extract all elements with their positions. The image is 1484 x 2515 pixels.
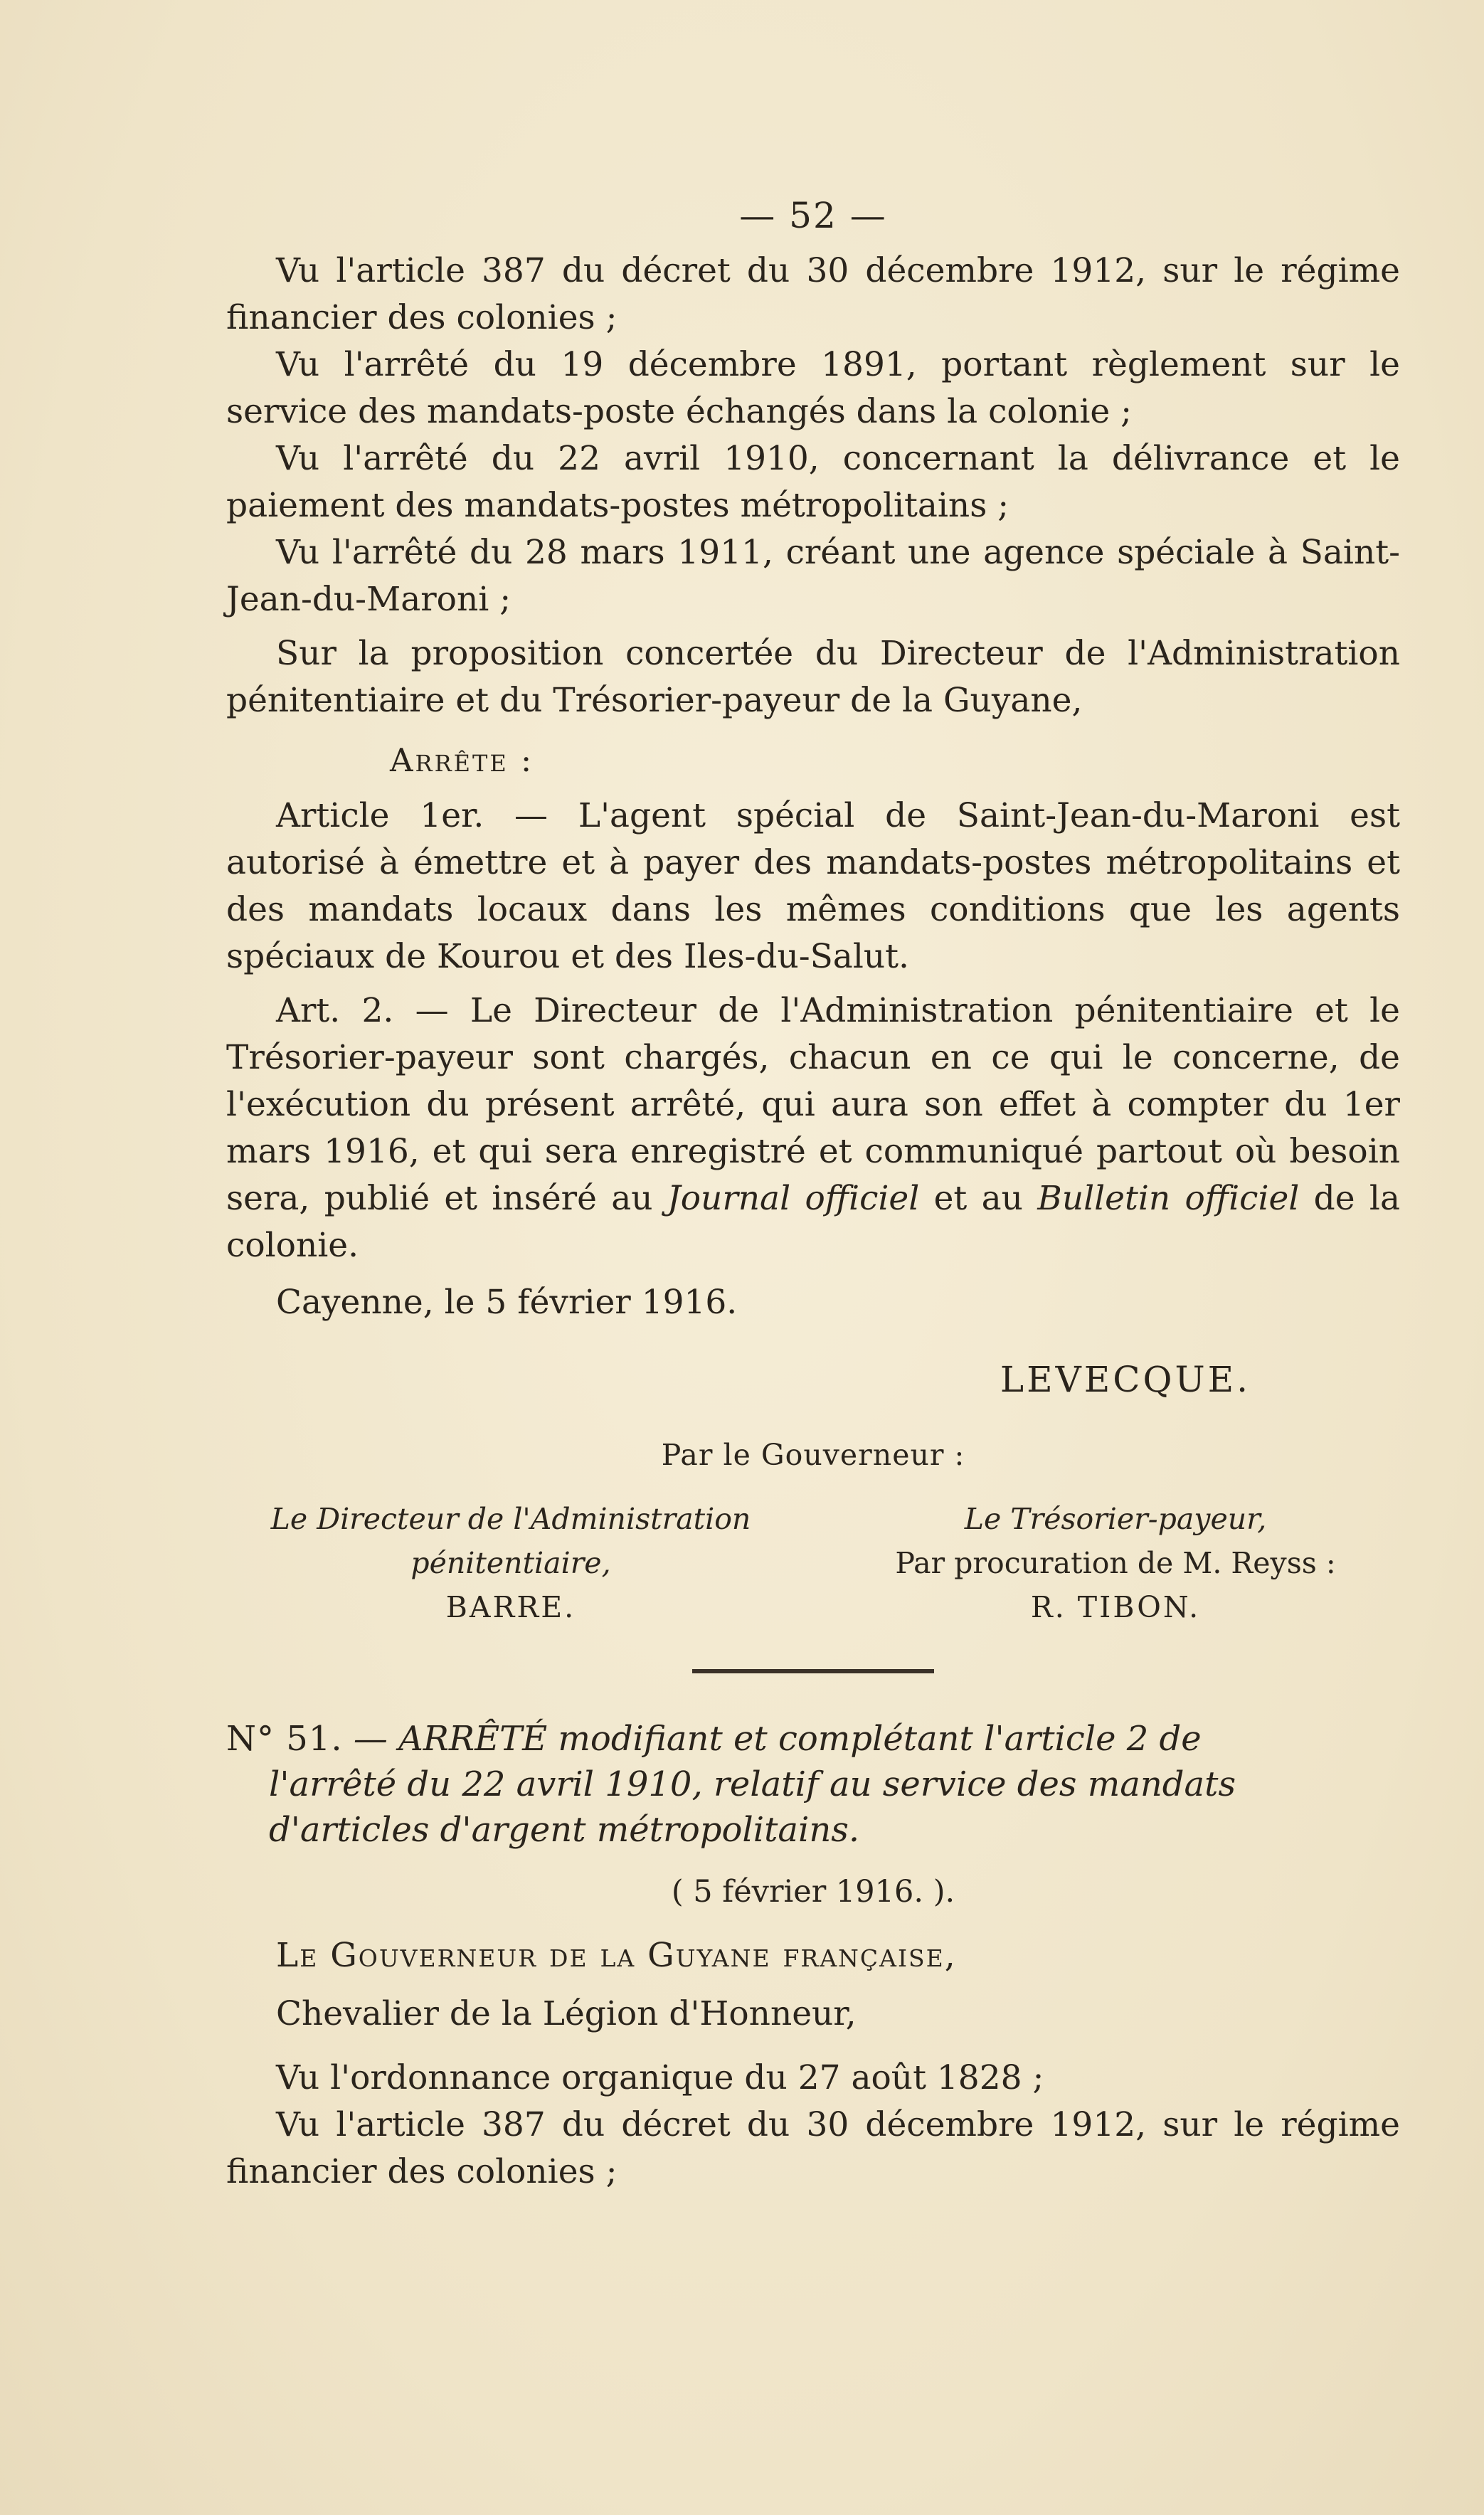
governor-intro: Le Gouverneur de la Guyane française, <box>276 1936 957 1975</box>
signatory-directeur-name: BARRE. <box>445 1590 576 1624</box>
signatory-tresorier <box>831 1497 1400 1629</box>
governor-signature: LEVECQUE. <box>1000 1359 1251 1400</box>
signatory-tresorier-title: Le Trésorier-payeur, <box>964 1502 1267 1536</box>
arrete-label: Arrête : <box>390 741 534 779</box>
paragraph-vu-arrete-1911: Vu l'arrêté du 28 mars 1911, créant une agence spéciale à Saint-Jean-du-Maroni ; <box>226 533 1400 619</box>
act-title-line-3: d'articles d'argent métropolitains. <box>269 1810 860 1850</box>
signatory-tresorier-procuration: Par procuration de M. Reyss : <box>895 1546 1336 1580</box>
act-title-line-1: — ARRÊTÉ modifiant et complétant l'article 2 de <box>353 1719 1202 1759</box>
article-1: Article 1er. — L'agent spécial de Saint-Jean-du-Maroni est autorisé à émettre et à payer des mandats-postes métropolitains et des mandats locaux dans les mêmes conditions que les agents spéciaux de Kourou et des Iles-du-Salut. <box>226 796 1400 976</box>
par-le-gouverneur: Par le Gouverneur : <box>661 1438 965 1472</box>
paragraph-vu-article-387: Vu l'article 387 du décret du 30 décembre 1912, sur le régime financier des colonies ; <box>226 251 1400 337</box>
page-content <box>226 192 1400 2196</box>
journal-officiel: Journal officiel <box>667 1179 920 1218</box>
paragraph-vu-ordonnance: Vu l'ordonnance organique du 27 août 1828 ; <box>276 2058 1044 2097</box>
act-number: N° 51. <box>226 1719 343 1759</box>
paragraph-sur-la-proposition: Sur la proposition concertée du Directeur de l'Administration pénitentiaire et du Trésorier-payeur de la Guyane, <box>226 634 1400 720</box>
place-date: Cayenne, le 5 février 1916. <box>276 1283 738 1322</box>
paragraph-vu-arrete-1891: Vu l'arrêté du 19 décembre 1891, portant règlement sur le service des mandats-poste échangés dans la colonie ; <box>226 345 1400 431</box>
article-2-end: de la colonie. <box>226 1179 1400 1265</box>
article-2 <box>226 988 1400 1269</box>
signatory-tresorier-name: R. TIBON. <box>1030 1590 1201 1624</box>
article-2-middle: et au <box>919 1179 1038 1218</box>
page-number: — 52 — <box>739 195 887 236</box>
section-divider <box>692 1669 934 1673</box>
signatories <box>226 1497 1400 1629</box>
signatory-directeur-title-2: pénitentiaire, <box>410 1546 611 1580</box>
signatory-directeur-title: Le Directeur de l'Administration <box>270 1502 751 1536</box>
act-date: ( 5 février 1916. ). <box>671 1874 955 1910</box>
act-51-heading <box>226 1716 1400 1853</box>
act-title-line-2: l'arrêté du 22 avril 1910, relatif au service des mandats <box>269 1764 1236 1804</box>
chevalier-line: Chevalier de la Légion d'Honneur, <box>276 1994 857 2033</box>
paragraph-vu-article-387-bis: Vu l'article 387 du décret du 30 décembre 1912, sur le régime financier des colonies ; <box>226 2105 1400 2191</box>
paragraph-vu-arrete-1910: Vu l'arrêté du 22 avril 1910, concernant la délivrance et le paiement des mandats-postes métropolitains ; <box>226 439 1400 525</box>
bulletin-officiel: Bulletin officiel <box>1037 1179 1300 1218</box>
signatory-directeur <box>226 1497 795 1629</box>
article-2-text: Art. 2. — Le Directeur de l'Administration pénitentiaire et le Trésorier-payeur sont chargés, chacun en ce qui le concerne, de l'exécution du présent arrêté, qui aura son effet à compter du 1er mars 1916, et qui sera enregistré et communiqué partout où besoin sera, publié et inséré au <box>226 991 1400 1218</box>
